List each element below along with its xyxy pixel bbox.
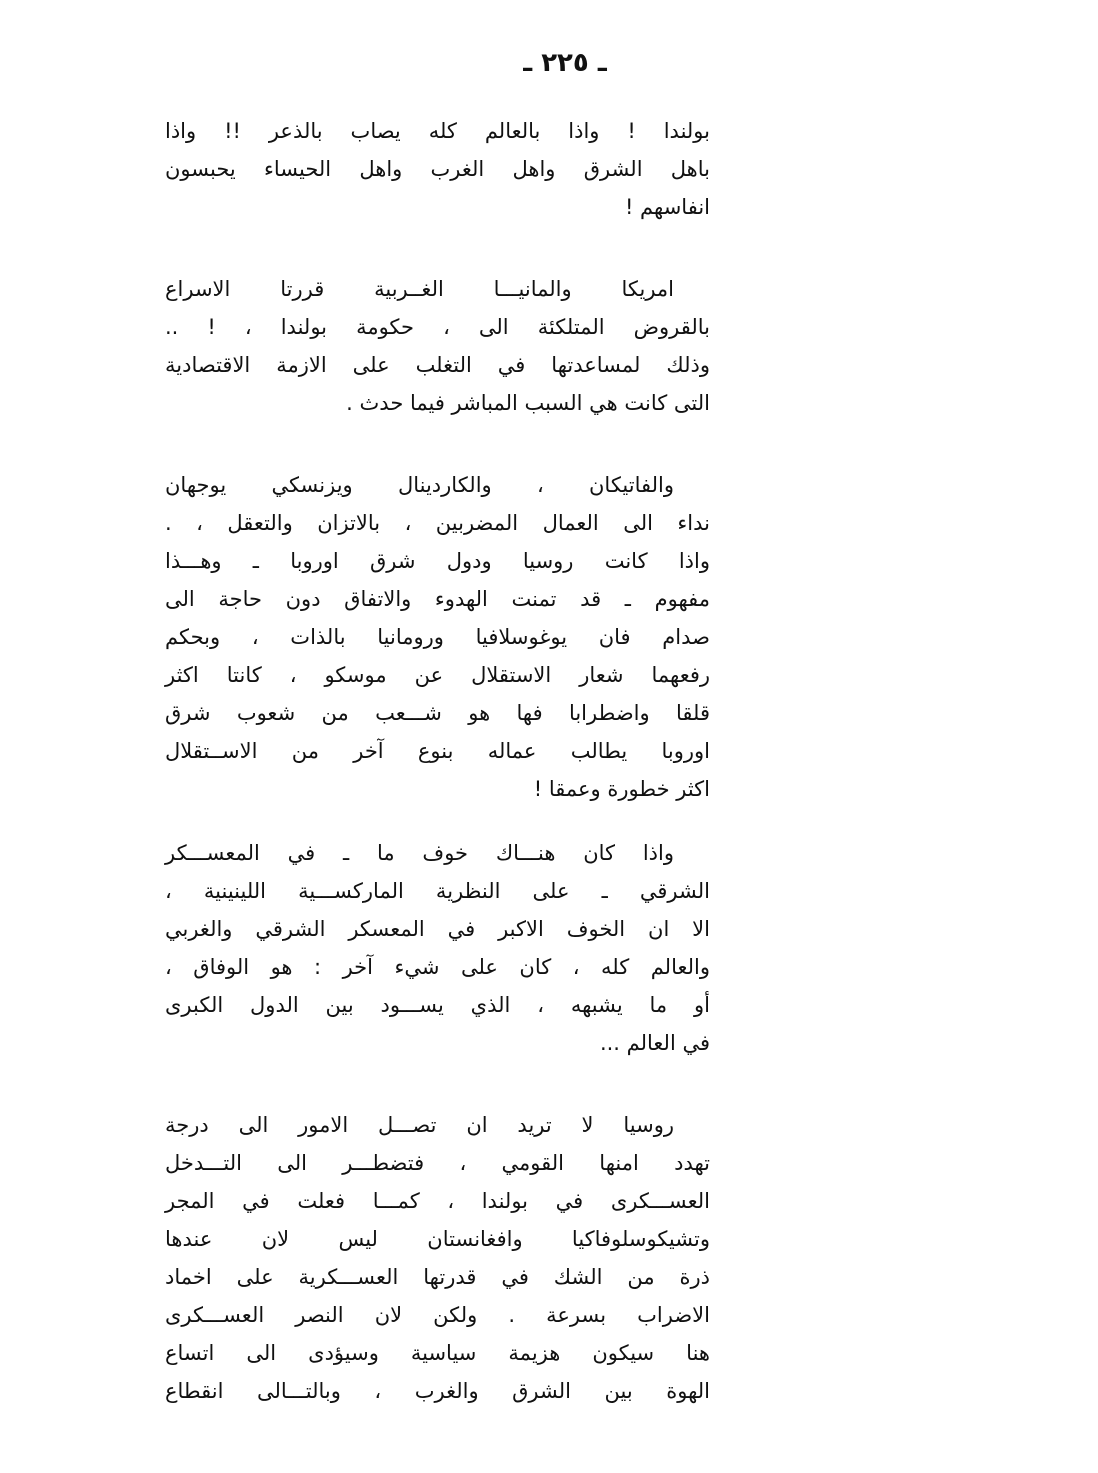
paragraph-4 bbox=[165, 834, 710, 1062]
text-line: وذلك لمساعدتها في التغلب على الازمة الاقتصادية bbox=[165, 353, 710, 377]
text-line: امريكا والمانيـــا الغــربية قررتا الاسراع bbox=[165, 277, 674, 301]
text-line: واذا كان هنـــاك خوف ما ـ في المعســـكر bbox=[165, 841, 674, 865]
text-line: صدام فان يوغوسلافيا ورومانيا بالذات ، وبحكم bbox=[165, 625, 710, 649]
text-line: مفهوم ـ قد تمنت الهدوء والاتفاق دون حاجة الى bbox=[165, 587, 710, 611]
text-line: اوروبا يطالب عماله بنوع آخر من الاســتقلال bbox=[165, 739, 710, 763]
text-line: انفاسهم ! bbox=[624, 195, 710, 219]
text-line: الا ان الخوف الاكبر في المعسكر الشرقي والغربي bbox=[165, 917, 710, 941]
text-line: هنا سيكون هزيمة سياسية وسيؤدى الى اتساع bbox=[165, 1341, 710, 1365]
paragraph-1 bbox=[165, 112, 710, 226]
text-line: وتشيكوسلوفاكيا وافغانستان ليس لان عندها bbox=[165, 1227, 710, 1251]
text-line: باهل الشرق واهل الغرب واهل الحيساء يحبسون bbox=[165, 157, 710, 181]
text-line: والعالم كله ، كان على شيء آخر : هو الوفاق ، bbox=[165, 955, 710, 979]
text-line: أو ما يشبهه ، الذي يســـود بين الدول الكبرى bbox=[165, 993, 710, 1017]
text-line: بالقروض المتلكئة الى ، حكومة بولندا ، ! .. bbox=[165, 315, 710, 339]
text-line: التى كانت هي السبب المباشر فيما حدث . bbox=[346, 391, 710, 415]
text-line: اكثر خطورة وعمقا ! bbox=[533, 777, 710, 801]
text-line: رفعهما شعار الاستقلال عن موسكو ، كانتا اكثر bbox=[165, 663, 710, 687]
paragraph-5 bbox=[165, 1106, 710, 1410]
text-line: نداء الى العمال المضربين ، بالاتزان والتعقل ، . bbox=[165, 511, 710, 535]
text-line: الشرقي ـ على النظرية الماركســـية اللينينية ، bbox=[165, 879, 710, 903]
text-line: الهوة بين الشرق والغرب ، وبالتـــالى انقطاع bbox=[165, 1379, 710, 1403]
body-text bbox=[165, 112, 710, 1410]
text-line: قلقا واضطرابا فها هو شـــعب من شعوب شرق bbox=[165, 701, 710, 725]
text-line: الاضراب بسرعة . ولكن لان النصر العســـكرى bbox=[165, 1303, 710, 1327]
text-line: واذا كانت روسيا ودول شرق اوروبا ـ وهـــذا bbox=[165, 549, 710, 573]
paragraph-3 bbox=[165, 466, 710, 808]
paragraph-2 bbox=[165, 270, 710, 422]
text-line: روسيا لا تريد ان تصـــل الامور الى درجة bbox=[165, 1113, 674, 1137]
text-line: العســـكرى في بولندا ، كمـــا فعلت في المجر bbox=[165, 1189, 710, 1213]
text-line: والفاتيكان ، والكاردينال ويزنسكي يوجهان bbox=[165, 473, 674, 497]
text-line: بولندا ! واذا بالعالم كله يصاب بالذعر !! واذا bbox=[165, 119, 710, 143]
text-line: ذرة من الشك في قدرتها العســـكرية على اخماد bbox=[165, 1265, 710, 1289]
text-line: تهدد امنها القومي ، فتضطـــر الى التـــدخل bbox=[165, 1151, 710, 1175]
text-line: في العالم ... bbox=[599, 1031, 710, 1055]
page-number: ـ ٢٢٥ ـ bbox=[523, 48, 607, 78]
